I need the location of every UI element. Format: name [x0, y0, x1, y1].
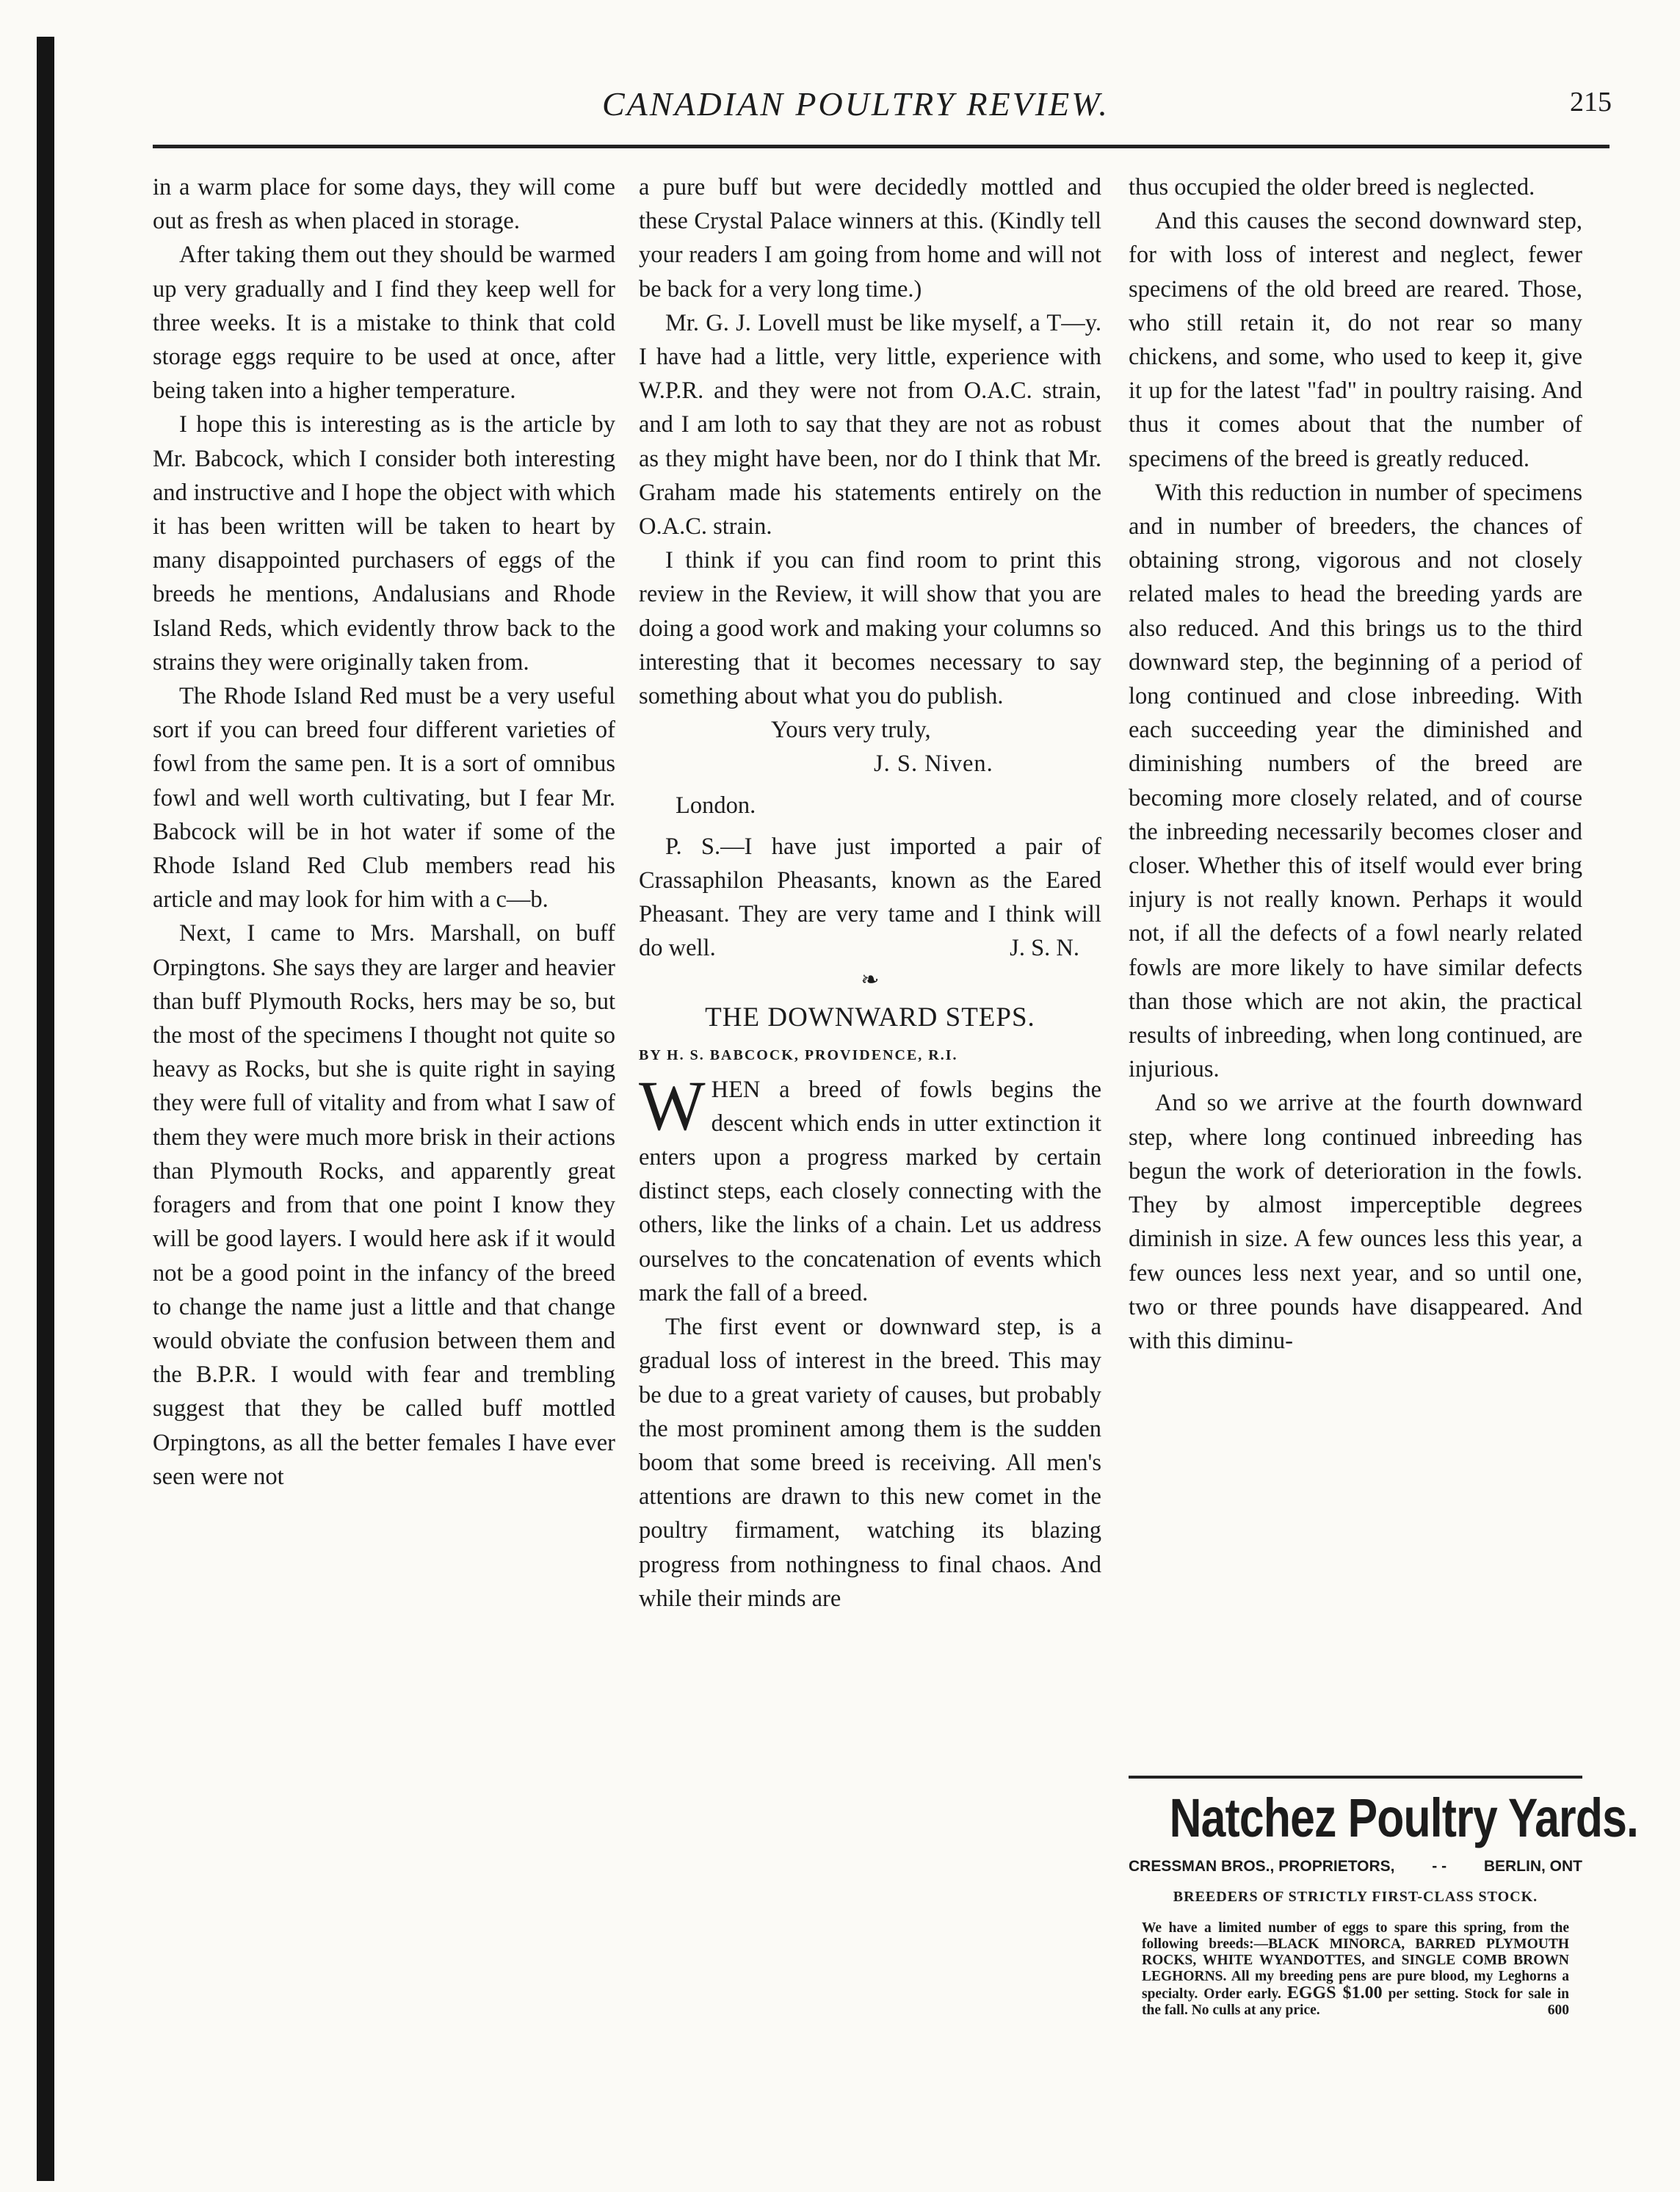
page-header [154, 84, 1612, 136]
paragraph: The Rhode Island Red must be a very useful sort if you can breed four different varieties of fowl from the same pen. It is a sort of omnibus fowl and well worth cultivating, but I fear Mr. Babcock will be in hot water if some of the Rhode Island Red Club members read his article and may look for him with a c—b. [153, 683, 615, 914]
letter-place: London. [676, 792, 756, 819]
ornament-icon: ❧ [861, 967, 880, 992]
article-opening [639, 1066, 1101, 1310]
paragraph: After taking them out they should be warmed up very gradually and I find they keep well for three weeks. It is a mistake to think that cold storage eggs require to be used at once, after being taken into a higher temperature. [153, 242, 615, 405]
paragraph: HEN a breed of fowls begins the descent which ends in utter extinction it enters upon a progress marked by certain distinct steps, each closely connecting with the others, like the links of a chain. Let us address ourselves to the concatenation of events which mark the fall of a breed. [639, 1076, 1101, 1306]
binding-edge [37, 37, 54, 2181]
article-byline: BY H. S. BABCOCK, PROVIDENCE, R.I. [639, 1046, 958, 1063]
ad-body [1129, 1920, 1582, 2019]
ad-body-text: We have a limited number of eggs to spare this spring, from the following breeds:—BLACK MINORCA, BARRED PLYMOUTH ROCKS, WHITE WYANDOTTES, and SINGLE COMB BROWN LEGHORNS. All my breeding pens are pure blood, my Leghorns a specialty. Order early. [1142, 1920, 1569, 2002]
ad-body-text: per setting. Stock for sale in the fall. No culls at any price. [1142, 1986, 1570, 2018]
ad-owners: CRESSMAN BROS., PROPRIETORS, [1129, 1858, 1395, 1875]
postscript-text: P. S.—I have just imported a pair of Crassaphilon Pheasants, known as the Eared Pheasant. They are very tame and I think will do well. [639, 833, 1101, 962]
advertisement-rule [1129, 1776, 1582, 1779]
ad-location: BERLIN, ONT [1483, 1858, 1582, 1875]
paragraph: in a warm place for some days, they will come out as fresh as when placed in storage. [153, 174, 615, 235]
column-1 [153, 170, 615, 1494]
postscript [639, 830, 1101, 966]
paragraph: Next, I came to Mrs. Marshall, on buff Orpingtons. She says they are larger and heavier than buff Plymouth Rocks, hers may be so, but the most of the specimens I thought not quite so heavy as Rocks, but she is quite right in saying they were full of vitality and from what I saw of them they were much more brisk in their actions than Plymouth Rocks, and apparently great foragers and from that one point I know they will be good layers. I would here ask if it would not be a good point in the infancy of the breed to change the name just a little and that change would obviate the confusion between them and the B.P.R. I would with fear and trembling suggest that they be called buff mottled Orpingtons, as all the better females I have ever seen were not [153, 920, 615, 1490]
page-number: 215 [1570, 87, 1612, 117]
running-title: CANADIAN POULTRY REVIEW. [602, 85, 1109, 123]
letter-signature: J. S. Niven. [874, 750, 993, 778]
ad-owners-line [1129, 1858, 1582, 1876]
paragraph: And this causes the second downward step, for with loss of interest and neglect, fewer specimens of the old breed are reared. Those, who still retain it, do not rear so many chickens, and some, who used to keep it, give it up for the latest "fad" in poultry raising. And thus it comes about that the number of specimens of the breed is greatly reduced. [1129, 208, 1582, 472]
ad-tagline: BREEDERS OF STRICTLY FIRST-CLASS STOCK. [1173, 1889, 1538, 1905]
ad-code: 600 [1547, 2003, 1569, 2018]
postscript-initials: J. S. N. [1010, 935, 1079, 962]
paragraph: With this reduction in number of specimens and in number of breeders, the chances of obtaining strong, vigorous and not closely related males to head the breeding yards are also reduced. And this brings us to the third downward step, the beginning of a period of long continued and close inbreeding. With each succeeding year the diminished and diminishing numbers of the breed are becoming more closely related, and of course the inbreeding necessarily becomes closer and closer. Whether this of itself would ever bring injury is not really known. Perhaps it would not, if all the defects of a fowl nearly related fowls are more likely to have similar defects than those which are not akin, the practical results of inbreeding, when long continued, are injurious. [1129, 479, 1582, 1083]
advertisement [1129, 1786, 1639, 2019]
paragraph: a pure buff but were decidedly mottled and these Crystal Palace winners at this. (Kindly tell your readers I am going from home and will not be back for a very long time.) [639, 174, 1101, 303]
column-2 [639, 170, 1101, 1616]
paragraph: I think if you can find room to print this review in the Review, it will show that you are doing a good work and making your columns so interesting that it becomes necessary to say something about what you do publish. [639, 547, 1101, 710]
column-3 [1129, 170, 1582, 1358]
drop-cap: W [639, 1066, 706, 1145]
header-rule [153, 145, 1610, 148]
ad-dashes: - - [1432, 1858, 1447, 1875]
paragraph: The first event or downward step, is a gradual loss of interest in the breed. This may be due to a great variety of causes, but probably the most prominent among them is the sudden boom that some breed is receiving. All men's attentions are drawn to this new comet in the poultry firmament, watching its blazing progress from nothingness to final chaos. And while their minds are [639, 1314, 1101, 1612]
letter-sign-off: Yours very truly, [771, 717, 931, 744]
article-title: THE DOWNWARD STEPS. [705, 1002, 1035, 1032]
paragraph: And so we arrive at the fourth downward step, where long continued inbreeding has begun the work of deterioration in the fowls. They by almost imperceptible degrees diminish in size. A few ounces less this year, a few ounces less next year, and so until one, two or three pounds have disappeared. And with this diminu- [1129, 1090, 1582, 1354]
paragraph: Mr. G. J. Lovell must be like myself, a T—y. I have had a little, very little, experience with W.P.R. and they were not from O.A.C. strain, and I am loth to say that they are not as robust as they might have been, nor do I think that Mr. Graham made his statements entirely on the O.A.C. strain. [639, 309, 1101, 540]
ad-price: EGGS $1.00 [1286, 1983, 1383, 2003]
paragraph: I hope this is interesting as is the article by Mr. Babcock, which I consider both interesting and instructive and I hope the object with which it has been written will be taken to heart by many disappointed purchasers of eggs of the breeds he mentions, Andalusians and Rhode Island Reds, which evidently throw back to the strains they were originally taken from. [153, 411, 615, 676]
ad-title: Natchez Poultry Yards. [1169, 1787, 1639, 1848]
paragraph: thus occupied the older breed is neglected. [1129, 174, 1535, 200]
